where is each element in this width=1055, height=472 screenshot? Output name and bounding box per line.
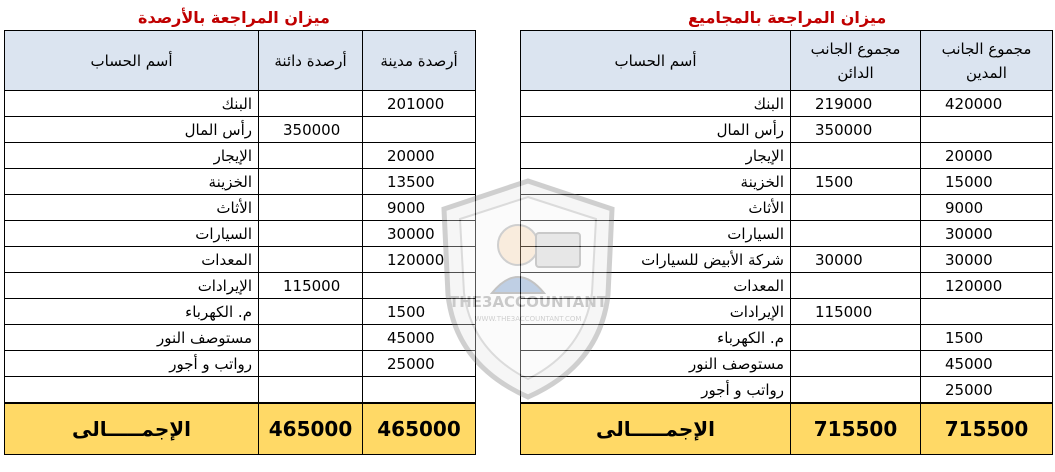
cell-debit: 15000 [921, 169, 1053, 195]
table-row [521, 91, 1053, 117]
total-label: الإجمـــــالى [5, 403, 259, 455]
cell-debit: 420000 [921, 91, 1053, 117]
cell-credit [259, 91, 363, 117]
header-credit-totals: مجموع الجانب الدائن [791, 31, 921, 91]
cell-credit: 1500 [791, 169, 921, 195]
right-table-title: ميزان المراجعة بالمجاميع [688, 8, 887, 27]
cell-debit: 1500 [921, 325, 1053, 351]
cell-account-name: الإيجار [521, 143, 791, 169]
cell-account-name: مستوصف النور [521, 351, 791, 377]
shield-accountant-logo-icon [432, 175, 624, 403]
table-row [5, 221, 476, 247]
cell-debit: 45000 [363, 325, 476, 351]
table-row [521, 117, 1053, 143]
cell-debit: 30000 [363, 221, 476, 247]
table-row [5, 377, 476, 404]
cell-account-name: الخزينة [5, 169, 259, 195]
total-label: الإجمـــــالى [521, 403, 791, 455]
cell-account-name: الإيجار [5, 143, 259, 169]
cell-credit [259, 325, 363, 351]
cell-account-name [5, 377, 259, 404]
table-row [5, 169, 476, 195]
table-row [5, 195, 476, 221]
table-row [5, 91, 476, 117]
left-table-title: ميزان المراجعة بالأرصدة [138, 8, 330, 27]
cell-debit: 30000 [921, 221, 1053, 247]
cell-account-name: رواتب و أجور [5, 351, 259, 377]
trial-balance-by-balances-table [4, 30, 476, 455]
cell-credit [791, 195, 921, 221]
cell-account-name: رأس المال [521, 117, 791, 143]
cell-account-name: الخزينة [521, 169, 791, 195]
left-table-body [5, 91, 476, 455]
total-credit: 465000 [259, 403, 363, 455]
cell-account-name: رواتب و أجور [521, 377, 791, 404]
table-row [5, 117, 476, 143]
cell-credit [259, 377, 363, 404]
cell-account-name: م. الكهرباء [5, 299, 259, 325]
cell-credit [259, 247, 363, 273]
cell-credit [791, 273, 921, 299]
cell-debit [363, 117, 476, 143]
cell-account-name: البنك [521, 91, 791, 117]
cell-credit: 115000 [259, 273, 363, 299]
cell-debit: 13500 [363, 169, 476, 195]
table-row [5, 351, 476, 377]
total-debit: 715500 [921, 403, 1053, 455]
total-credit: 715500 [791, 403, 921, 455]
table-row [5, 273, 476, 299]
header-debit-balances: أرصدة مدينة [363, 31, 476, 91]
table-row [5, 299, 476, 325]
header-account-name: أسم الحساب [521, 31, 791, 91]
cell-account-name: الأثاث [5, 195, 259, 221]
cell-account-name: رأس المال [5, 117, 259, 143]
table-row [5, 247, 476, 273]
cell-credit: 115000 [791, 299, 921, 325]
cell-debit [921, 117, 1053, 143]
header-account-name: أسم الحساب [5, 31, 259, 91]
cell-account-name: م. الكهرباء [521, 325, 791, 351]
total-row [5, 403, 476, 455]
cell-credit [791, 221, 921, 247]
table-row [5, 325, 476, 351]
cell-credit [259, 195, 363, 221]
cell-account-name: الإيرادات [5, 273, 259, 299]
cell-debit: 25000 [921, 377, 1053, 404]
cell-debit: 120000 [921, 273, 1053, 299]
cell-credit [791, 143, 921, 169]
cell-debit: 20000 [363, 143, 476, 169]
cell-debit: 120000 [363, 247, 476, 273]
watermark-text: THE3ACCOUNTANT [448, 293, 608, 311]
cell-debit [921, 299, 1053, 325]
cell-debit: 9000 [921, 195, 1053, 221]
cell-account-name: البنك [5, 91, 259, 117]
cell-account-name: الأثاث [521, 195, 791, 221]
header-debit-totals: مجموع الجانب المدين [921, 31, 1053, 91]
cell-debit: 9000 [363, 195, 476, 221]
cell-credit: 350000 [791, 117, 921, 143]
cell-debit: 45000 [921, 351, 1053, 377]
cell-account-name: السيارات [521, 221, 791, 247]
total-row [521, 403, 1053, 455]
cell-credit [791, 325, 921, 351]
total-debit: 465000 [363, 403, 476, 455]
table-row [521, 143, 1053, 169]
cell-credit: 30000 [791, 247, 921, 273]
cell-account-name: السيارات [5, 221, 259, 247]
cell-credit: 350000 [259, 117, 363, 143]
cell-debit: 25000 [363, 351, 476, 377]
cell-credit [791, 377, 921, 404]
cell-debit: 1500 [363, 299, 476, 325]
cell-credit [259, 221, 363, 247]
header-credit-balances: أرصدة دائنة [259, 31, 363, 91]
cell-account-name: الإيرادات [521, 299, 791, 325]
cell-account-name: المعدات [521, 273, 791, 299]
cell-debit: 30000 [921, 247, 1053, 273]
watermark-subtext: WWW.THE3ACCOUNTANT.COM [474, 315, 582, 323]
cell-debit: 20000 [921, 143, 1053, 169]
cell-debit: 201000 [363, 91, 476, 117]
cell-credit [259, 299, 363, 325]
cell-account-name: شركة الأبيض للسيارات [521, 247, 791, 273]
cell-account-name: مستوصف النور [5, 325, 259, 351]
cell-credit [259, 351, 363, 377]
cell-credit [791, 351, 921, 377]
cell-credit [259, 143, 363, 169]
cell-account-name: المعدات [5, 247, 259, 273]
cell-credit: 219000 [791, 91, 921, 117]
cell-credit [259, 169, 363, 195]
table-row [5, 143, 476, 169]
